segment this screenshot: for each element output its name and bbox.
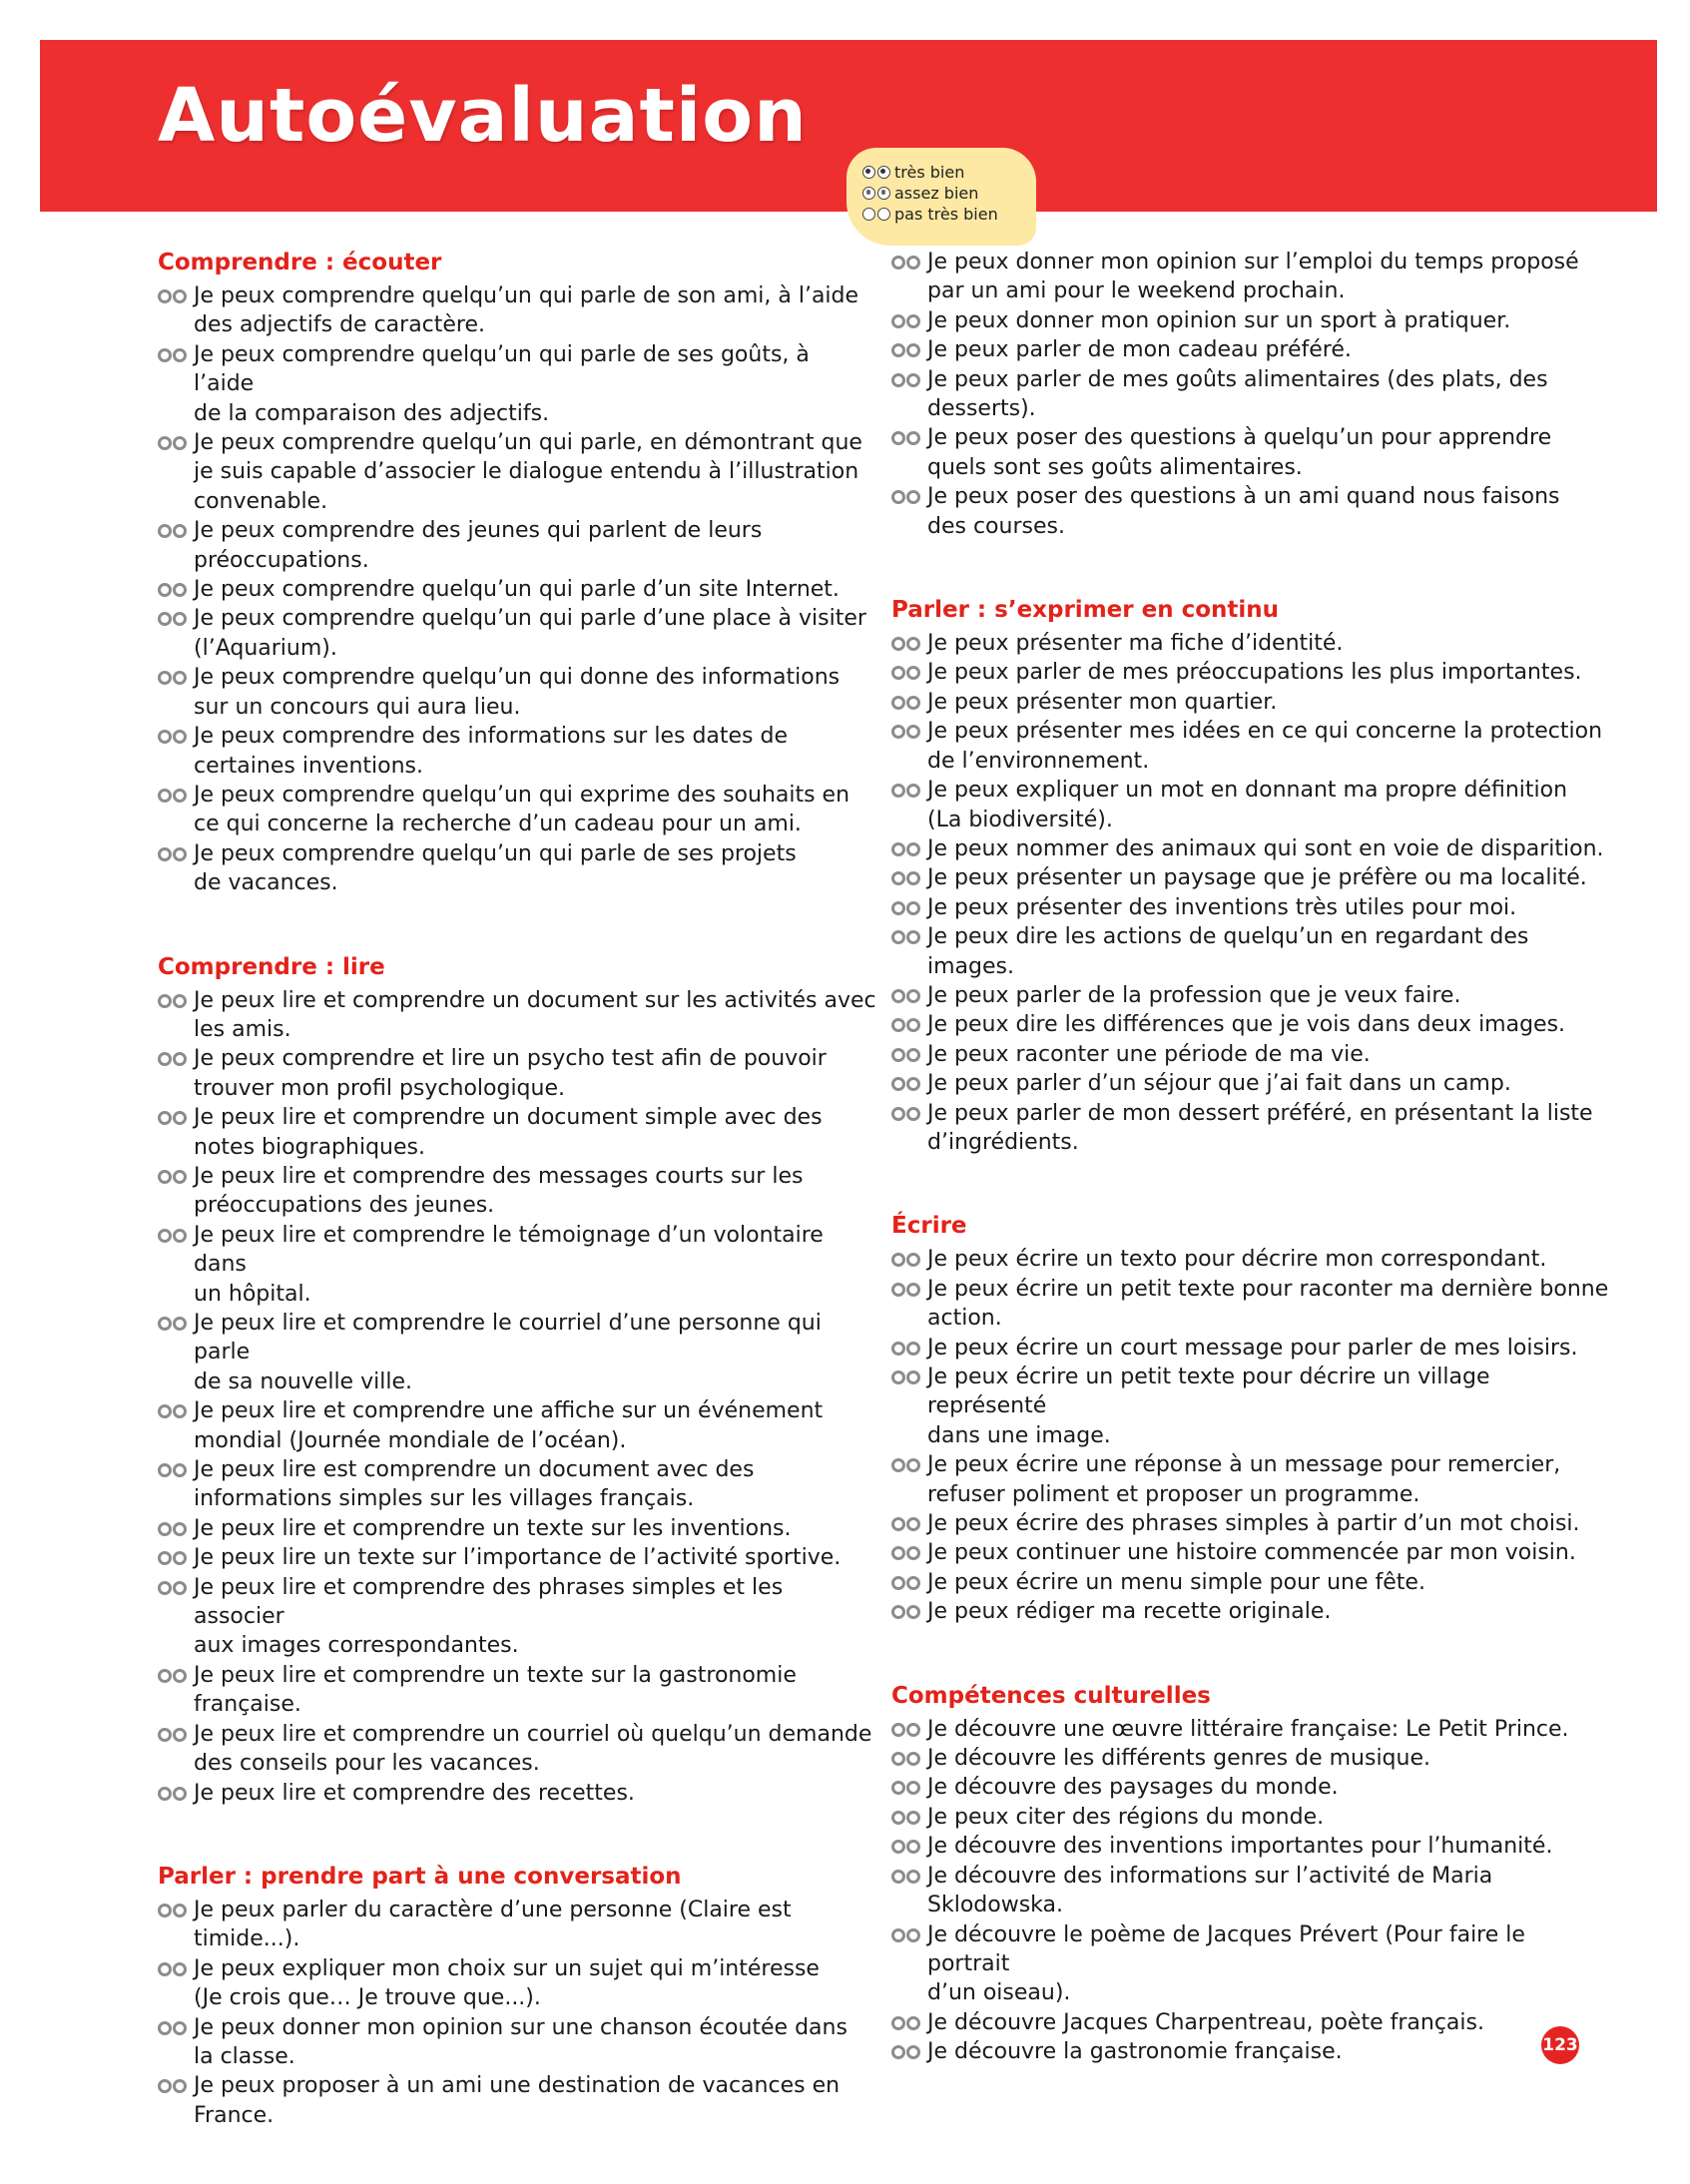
skill-list (891, 1715, 1610, 2067)
rating-circles-icon[interactable] (158, 1317, 187, 1331)
legend-row-assez-bien (862, 183, 1036, 203)
skill-item (158, 1309, 876, 1396)
skill-text-line: refuser poliment et proposer un programme. (927, 1481, 1420, 1507)
skill-item (891, 365, 1610, 424)
skill-item (891, 834, 1610, 863)
skill-item (891, 248, 1610, 306)
skill-text-line: Je peux lire et comprendre un texte sur les inventions. (194, 1515, 792, 1541)
rating-circles-icon[interactable] (891, 343, 920, 357)
skill-item (158, 1954, 876, 2013)
skill-item (158, 281, 876, 340)
skill-text-line: Je peux parler d’un séjour que j’ai fait dans un camp. (927, 1071, 1511, 1097)
skill-item (158, 722, 876, 781)
skill-text-line: Je peux présenter mes idées en ce qui concerne la protection (927, 719, 1603, 745)
rating-circles-icon[interactable] (158, 1052, 187, 1066)
rating-circles-icon[interactable] (158, 1669, 187, 1683)
skill-item (891, 1334, 1610, 1363)
skill-item (891, 1538, 1610, 1567)
skill-text-line: Je découvre des inventions importantes pour l’humanité. (927, 1834, 1553, 1860)
legend-row-pas-tres-bien (862, 204, 1036, 224)
section-title: Comprendre : écouter (158, 250, 442, 275)
skill-text-line: d’ingrédients. (927, 1129, 1079, 1155)
skill-item (158, 1543, 876, 1572)
skill-text-line: Je peux comprendre quelqu’un qui exprime des souhaits en (194, 782, 850, 808)
rating-circles-icon[interactable] (891, 696, 920, 710)
skill-text-line: Je peux lire un texte sur l’importance de l’activité sportive. (194, 1545, 842, 1571)
skill-item (158, 1661, 876, 1720)
rating-circles-icon[interactable] (158, 1229, 187, 1243)
skill-text-line: Je peux écrire des phrases simples à partir d’un mot choisi. (927, 1511, 1580, 1537)
skill-item (158, 575, 876, 604)
skill-text-line: Je peux lire est comprendre un document avec des (194, 1457, 755, 1483)
skill-text-line: les amis. (194, 1016, 291, 1042)
skill-list (891, 629, 1610, 1157)
rating-circles-icon[interactable] (891, 1546, 920, 1560)
rating-circles-icon[interactable] (891, 1811, 920, 1825)
skill-text-line: Je peux présenter mon quartier. (927, 689, 1278, 715)
rating-circles-icon[interactable] (891, 1870, 920, 1884)
skill-item (158, 2071, 876, 2130)
skill-text-line: Je peux rédiger ma recette originale. (927, 1599, 1332, 1625)
rating-circles-icon[interactable] (891, 1048, 920, 1062)
skill-text-line: Je peux lire et comprendre une affiche sur un événement (194, 1398, 824, 1424)
skill-text-line: Je peux dire les actions de quelqu’un en regardant des images. (927, 924, 1529, 979)
rating-circles-icon[interactable] (891, 1605, 920, 1619)
skill-item (158, 604, 876, 663)
skill-text-line: Je peux lire et comprendre des messages courts sur les (194, 1163, 804, 1189)
half-dots-icon (862, 187, 890, 200)
skill-text-line: Je peux présenter des inventions très utiles pour moi. (927, 894, 1517, 920)
skill-text-line: préoccupations des jeunes. (194, 1193, 495, 1219)
skill-text-line: action. (927, 1306, 1002, 1332)
skill-item (891, 1099, 1610, 1158)
skill-text-line: Je peux écrire un petit texte pour raconter ma dernière bonne (927, 1276, 1609, 1302)
legend-row-tres-bien (862, 162, 1036, 182)
skill-item (158, 1720, 876, 1779)
skill-text-line: dans une image. (927, 1422, 1111, 1448)
skill-text-line: française. (194, 1692, 301, 1718)
rating-circles-icon[interactable] (891, 842, 920, 856)
skill-item (891, 1715, 1610, 1744)
rating-circles-icon[interactable] (891, 1283, 920, 1297)
skill-text-line: (l’Aquarium). (194, 635, 337, 661)
skill-text-line: Je peux écrire un court message pour parler de mes loisirs. (927, 1335, 1578, 1361)
skill-text-line: de l’environnement. (927, 748, 1150, 774)
skill-text-line: Je peux comprendre quelqu’un qui parle d’un site Internet. (194, 577, 840, 603)
skill-text-line: Je peux comprendre quelqu’un qui parle, en démontrant que (194, 430, 862, 456)
left-column (158, 248, 876, 2184)
skill-item (891, 1568, 1610, 1597)
rating-circles-icon[interactable] (158, 994, 187, 1008)
skill-text-line: Je découvre les différents genres de musique. (927, 1746, 1430, 1772)
rating-circles-icon[interactable] (891, 2045, 920, 2059)
skill-item (158, 2013, 876, 2072)
skill-text-line: Je peux parler de la profession que je veux faire. (927, 982, 1461, 1008)
rating-circles-icon[interactable] (891, 637, 920, 651)
skill-text-line: Je peux comprendre quelqu’un qui parle de ses projets (194, 840, 797, 866)
skill-item (158, 1573, 876, 1661)
skill-list (158, 281, 876, 898)
rating-circles-icon[interactable] (891, 314, 920, 328)
rating-circles-icon[interactable] (891, 1018, 920, 1032)
rating-circles-icon[interactable] (891, 1576, 920, 1590)
skill-text-line: Je découvre des paysages du monde. (927, 1775, 1339, 1801)
section-parler-s-exprimer-en-continu (891, 595, 1610, 1157)
skill-text-line: préoccupations. (194, 547, 369, 573)
skill-text-line: Je découvre la gastronomie française. (927, 2039, 1343, 2065)
skill-text-line: Je peux lire et comprendre des phrases simples et les associer (194, 1574, 784, 1630)
rating-circles-icon[interactable] (158, 583, 187, 597)
skill-list (891, 1245, 1610, 1626)
skill-text-line: Je peux expliquer mon choix sur un sujet qui m’intéresse (194, 1955, 820, 1981)
skill-item (891, 1450, 1610, 1509)
skill-item (158, 1162, 876, 1221)
skill-text-line: Je peux parler de mon dessert préféré, en présentant la liste (927, 1100, 1593, 1126)
section-title: Compétences culturelles (891, 1682, 1211, 1709)
skill-item (158, 1896, 876, 1954)
skill-text-line: Je peux comprendre quelqu’un qui parle de son ami, à l’aide (194, 283, 859, 308)
skill-item (891, 1744, 1610, 1773)
rating-circles-icon[interactable] (891, 930, 920, 944)
skill-item (891, 893, 1610, 922)
skill-text-line: Je peux expliquer un mot en donnant ma propre définition (927, 778, 1568, 804)
skill-text-line: Je peux lire et comprendre un texte sur la gastronomie (194, 1662, 797, 1688)
skill-item (891, 335, 1610, 364)
skill-item (891, 482, 1610, 541)
section-ecrire (891, 1211, 1610, 1626)
skill-text-line: quels sont ses goûts alimentaires. (927, 454, 1303, 480)
rating-circles-icon[interactable] (158, 1904, 187, 1917)
skill-text-line: Je peux parler de mes goûts alimentaires (des plats, des (927, 366, 1548, 392)
skill-item (891, 1069, 1610, 1098)
legend-label: assez bien (894, 183, 979, 203)
skill-text-line: Sklodowska. (927, 1893, 1063, 1918)
section-parler-prendre-part-a-une-conversation (158, 1862, 876, 2130)
header-banner (40, 40, 1657, 224)
rating-circles-icon[interactable] (891, 256, 920, 270)
skill-item (891, 658, 1610, 687)
skill-text-line: Je peux écrire un texto pour décrire mon correspondant. (927, 1247, 1547, 1273)
section-comprendre-ecouter (158, 248, 876, 898)
rating-circles-icon[interactable] (158, 1728, 187, 1742)
rating-circles-icon[interactable] (891, 2016, 920, 2030)
skill-item (158, 1044, 876, 1103)
skill-text-line: Je peux parler de mes préoccupations les plus importantes. (927, 660, 1582, 686)
skill-item (891, 922, 1610, 981)
skill-item (158, 1103, 876, 1162)
skill-text-line: Je peux raconter une période de ma vie. (927, 1041, 1371, 1067)
rating-circles-icon[interactable] (158, 1551, 187, 1565)
skill-item (158, 1779, 876, 1808)
skill-text-line: Je peux présenter ma fiche d’identité. (927, 631, 1344, 657)
empty-dots-icon (862, 208, 890, 221)
skill-text-line: Je peux continuer une histoire commencée par mon voisin. (927, 1540, 1576, 1566)
skill-text-line: Je peux donner mon opinion sur l’emploi du temps proposé (927, 250, 1579, 274)
rating-circles-icon[interactable] (891, 1517, 920, 1531)
skill-item (891, 863, 1610, 892)
rating-circles-icon[interactable] (891, 666, 920, 680)
rating-circles-icon[interactable] (891, 989, 920, 1003)
rating-circles-icon[interactable] (158, 730, 187, 744)
skill-text-line: Je peux lire et comprendre le courriel d’une personne qui parle (194, 1311, 822, 1365)
skill-item (891, 1803, 1610, 1832)
skill-text-line: Je peux comprendre quelqu’un qui parle de ses goûts, à l’aide (194, 341, 810, 397)
rating-circles-icon[interactable] (891, 1723, 920, 1737)
skill-item (891, 2037, 1610, 2066)
rating-circles-icon[interactable] (158, 847, 187, 861)
skill-list (158, 986, 876, 1808)
skill-text-line: des adjectifs de caractère. (194, 312, 486, 338)
skill-item (891, 1275, 1610, 1334)
skill-text-line: Je peux lire et comprendre le témoignage d’un volontaire dans (194, 1222, 824, 1278)
legend-label: pas très bien (894, 204, 998, 224)
rating-circles-icon[interactable] (891, 1840, 920, 1854)
rating-circles-icon[interactable] (158, 1170, 187, 1184)
skill-text-line: France. (194, 2102, 275, 2128)
rating-circles-icon[interactable] (891, 1752, 920, 1766)
skill-text-line: Je peux donner mon opinion sur un sport à pratiquer. (927, 307, 1511, 333)
rating-circles-icon[interactable] (158, 436, 187, 450)
page-title: Autoévaluation (158, 73, 808, 159)
skill-text-line: je suis capable d’associer le dialogue entendu à l’illustration (194, 459, 859, 485)
rating-circles-icon[interactable] (158, 671, 187, 685)
skill-text-line: Je peux dire les différences que je vois dans deux images. (927, 1012, 1566, 1038)
skill-text-line: Je peux écrire un petit texte pour décrire un village représenté (927, 1365, 1490, 1419)
skill-item (158, 428, 876, 516)
skill-text-line: par un ami pour le weekend prochain. (927, 278, 1346, 304)
rating-circles-icon[interactable] (891, 1253, 920, 1267)
skill-text-line: Je peux poser des questions à quelqu’un pour apprendre (927, 425, 1552, 451)
skill-text-line: Je peux écrire une réponse à un message pour remercier, (927, 1452, 1561, 1478)
rating-circles-icon[interactable] (891, 871, 920, 885)
rating-circles-icon[interactable] (891, 1077, 920, 1091)
rating-circles-icon[interactable] (891, 1458, 920, 1472)
skill-item (158, 986, 876, 1045)
skill-item (158, 340, 876, 428)
skill-text-line: des conseils pour les vacances. (194, 1751, 540, 1777)
skill-text-line: un hôpital. (194, 1281, 311, 1307)
skill-text-line: Je peux comprendre et lire un psycho test afin de pouvoir (194, 1046, 827, 1072)
skill-text-line: Je peux citer des régions du monde. (927, 1804, 1325, 1830)
rating-circles-icon[interactable] (158, 2021, 187, 2035)
rating-circles-icon[interactable] (891, 725, 920, 739)
skill-item (891, 1040, 1610, 1069)
skill-item (891, 629, 1610, 658)
skill-text-line: sur un concours qui aura lieu. (194, 694, 521, 720)
skill-text-line: (Je crois que… Je trouve que...). (194, 1985, 541, 2011)
skill-item (891, 306, 1610, 335)
section-competences-culturelles (891, 1681, 1610, 2067)
skill-text-line: certaines inventions. (194, 753, 423, 779)
skill-text-line: Je peux lire et comprendre des recettes. (194, 1780, 635, 1806)
skill-text-line: Je découvre le poème de Jacques Prévert (Pour faire le portrait (927, 1921, 1525, 1976)
skill-text-line: Je peux comprendre quelqu’un qui parle d’une place à visiter (194, 606, 866, 632)
skill-text-line: Je peux nommer des animaux qui sont en voie de disparition. (927, 835, 1604, 861)
rating-circles-icon[interactable] (158, 2079, 187, 2093)
skill-text-line: informations simples sur les villages français. (194, 1486, 695, 1512)
skill-text-line: ce qui concerne la recherche d’un cadeau pour un ami. (194, 812, 802, 837)
skill-list (158, 1896, 876, 2130)
skill-text-line: la classe. (194, 2043, 295, 2069)
rating-circles-icon[interactable] (891, 431, 920, 445)
skill-item (158, 839, 876, 898)
section-title: Écrire (891, 1213, 967, 1240)
rating-circles-icon[interactable] (158, 1404, 187, 1418)
rating-circles-icon[interactable] (158, 1111, 187, 1125)
skill-text-line: Je peux écrire un menu simple pour une fête. (927, 1569, 1425, 1595)
rating-circles-icon[interactable] (158, 1787, 187, 1801)
skill-text-line: Je peux parler du caractère d’une personne (Claire est timide...). (194, 1897, 792, 1952)
skill-text-line: Je peux comprendre des informations sur les dates de (194, 724, 789, 750)
rating-circles-icon[interactable] (891, 1370, 920, 1384)
rating-circles-icon[interactable] (891, 1928, 920, 1942)
skill-text-line: Je peux lire et comprendre un courriel où quelqu’un demande (194, 1721, 872, 1747)
rating-circles-icon[interactable] (891, 1342, 920, 1356)
rating-circles-icon[interactable] (158, 789, 187, 803)
skill-text-line: Je découvre Jacques Charpentreau, poète français. (927, 2009, 1484, 2035)
skill-text-line: Je peux proposer à un ami une destination de vacances en (194, 2073, 841, 2099)
rating-circles-icon[interactable] (891, 1107, 920, 1121)
skill-text-line: Je peux présenter un paysage que je préfère ou ma localité. (927, 865, 1587, 891)
skill-item (891, 1509, 1610, 1538)
skill-item (158, 1221, 876, 1309)
skill-item (158, 1396, 876, 1455)
section-title: Comprendre : lire (158, 953, 385, 980)
rating-circles-icon[interactable] (891, 490, 920, 504)
rating-circles-icon[interactable] (158, 524, 187, 538)
page-number: 123 (1541, 2026, 1579, 2064)
rating-circles-icon[interactable] (158, 612, 187, 626)
rating-legend (846, 148, 1036, 246)
skill-item (891, 981, 1610, 1010)
skill-item (891, 1363, 1610, 1450)
skill-item (891, 717, 1610, 776)
rating-circles-icon[interactable] (158, 289, 187, 303)
section-title: Parler : prendre part à une conversation (158, 1863, 682, 1890)
right-column (891, 248, 1610, 2121)
skill-text-line: (La biodiversité). (927, 807, 1113, 832)
skill-item (158, 1514, 876, 1543)
skill-item (891, 688, 1610, 717)
skill-text-line: mondial (Journée mondiale de l’océan). (194, 1427, 627, 1453)
skill-text-line: convenable. (194, 488, 328, 514)
skill-text-line: notes biographiques. (194, 1134, 425, 1160)
skill-item (158, 663, 876, 722)
skill-text-line: des courses. (927, 513, 1065, 539)
skill-text-line: aux images correspondantes. (194, 1633, 519, 1659)
rating-circles-icon[interactable] (158, 1463, 187, 1477)
skill-text-line: Je peux comprendre quelqu’un qui donne des informations (194, 665, 841, 691)
rating-circles-icon[interactable] (158, 1962, 187, 1976)
rating-circles-icon[interactable] (158, 348, 187, 362)
skill-text-line: Je découvre une œuvre littéraire française: Le Petit Prince. (927, 1716, 1569, 1742)
skill-item (891, 1010, 1610, 1039)
skill-item (158, 1455, 876, 1514)
rating-circles-icon[interactable] (158, 1581, 187, 1595)
skill-text-line: Je peux lire et comprendre un document sur les activités avec (194, 987, 876, 1013)
rating-circles-icon[interactable] (891, 373, 920, 387)
skill-item (158, 516, 876, 575)
skill-item (891, 1773, 1610, 1802)
skill-text-line: Je peux parler de mon cadeau préféré. (927, 337, 1352, 363)
skill-text-line: d’un oiseau). (927, 1980, 1071, 2006)
skill-item (891, 1920, 1610, 2008)
legend-label: très bien (894, 162, 965, 182)
skill-item (891, 1597, 1610, 1626)
section-title: Parler : s’exprimer en continu (891, 597, 1280, 624)
skill-text-line: Je peux poser des questions à un ami quand nous faisons (927, 484, 1560, 510)
skill-item (891, 423, 1610, 482)
skill-item (891, 1245, 1610, 1274)
skill-text-line: Je peux donner mon opinion sur une chanson écoutée dans (194, 2014, 847, 2040)
rating-circles-icon[interactable] (158, 1522, 187, 1536)
rating-circles-icon[interactable] (891, 901, 920, 915)
rating-circles-icon[interactable] (891, 784, 920, 798)
skill-item (891, 1862, 1610, 1920)
skill-list (891, 248, 1610, 541)
skill-text-line: Je peux lire et comprendre un document simple avec des (194, 1105, 823, 1131)
skill-item (891, 776, 1610, 834)
skill-text-line: Je peux comprendre des jeunes qui parlent de leurs (194, 518, 763, 544)
skill-text-line: desserts). (927, 396, 1036, 422)
section-continued (891, 248, 1610, 541)
skill-text-line: trouver mon profil psychologique. (194, 1075, 565, 1101)
skill-text-line: de vacances. (194, 870, 338, 896)
skill-item (891, 1832, 1610, 1861)
skill-text-line: de la comparaison des adjectifs. (194, 400, 550, 426)
section-comprendre-lire (158, 952, 876, 1808)
skill-text-line: de sa nouvelle ville. (194, 1368, 412, 1394)
skill-text-line: Je découvre des informations sur l’activité de Maria (927, 1863, 1493, 1889)
full-dots-icon (862, 166, 890, 179)
rating-circles-icon[interactable] (891, 1781, 920, 1795)
skill-item (891, 2008, 1610, 2037)
skill-item (158, 781, 876, 839)
